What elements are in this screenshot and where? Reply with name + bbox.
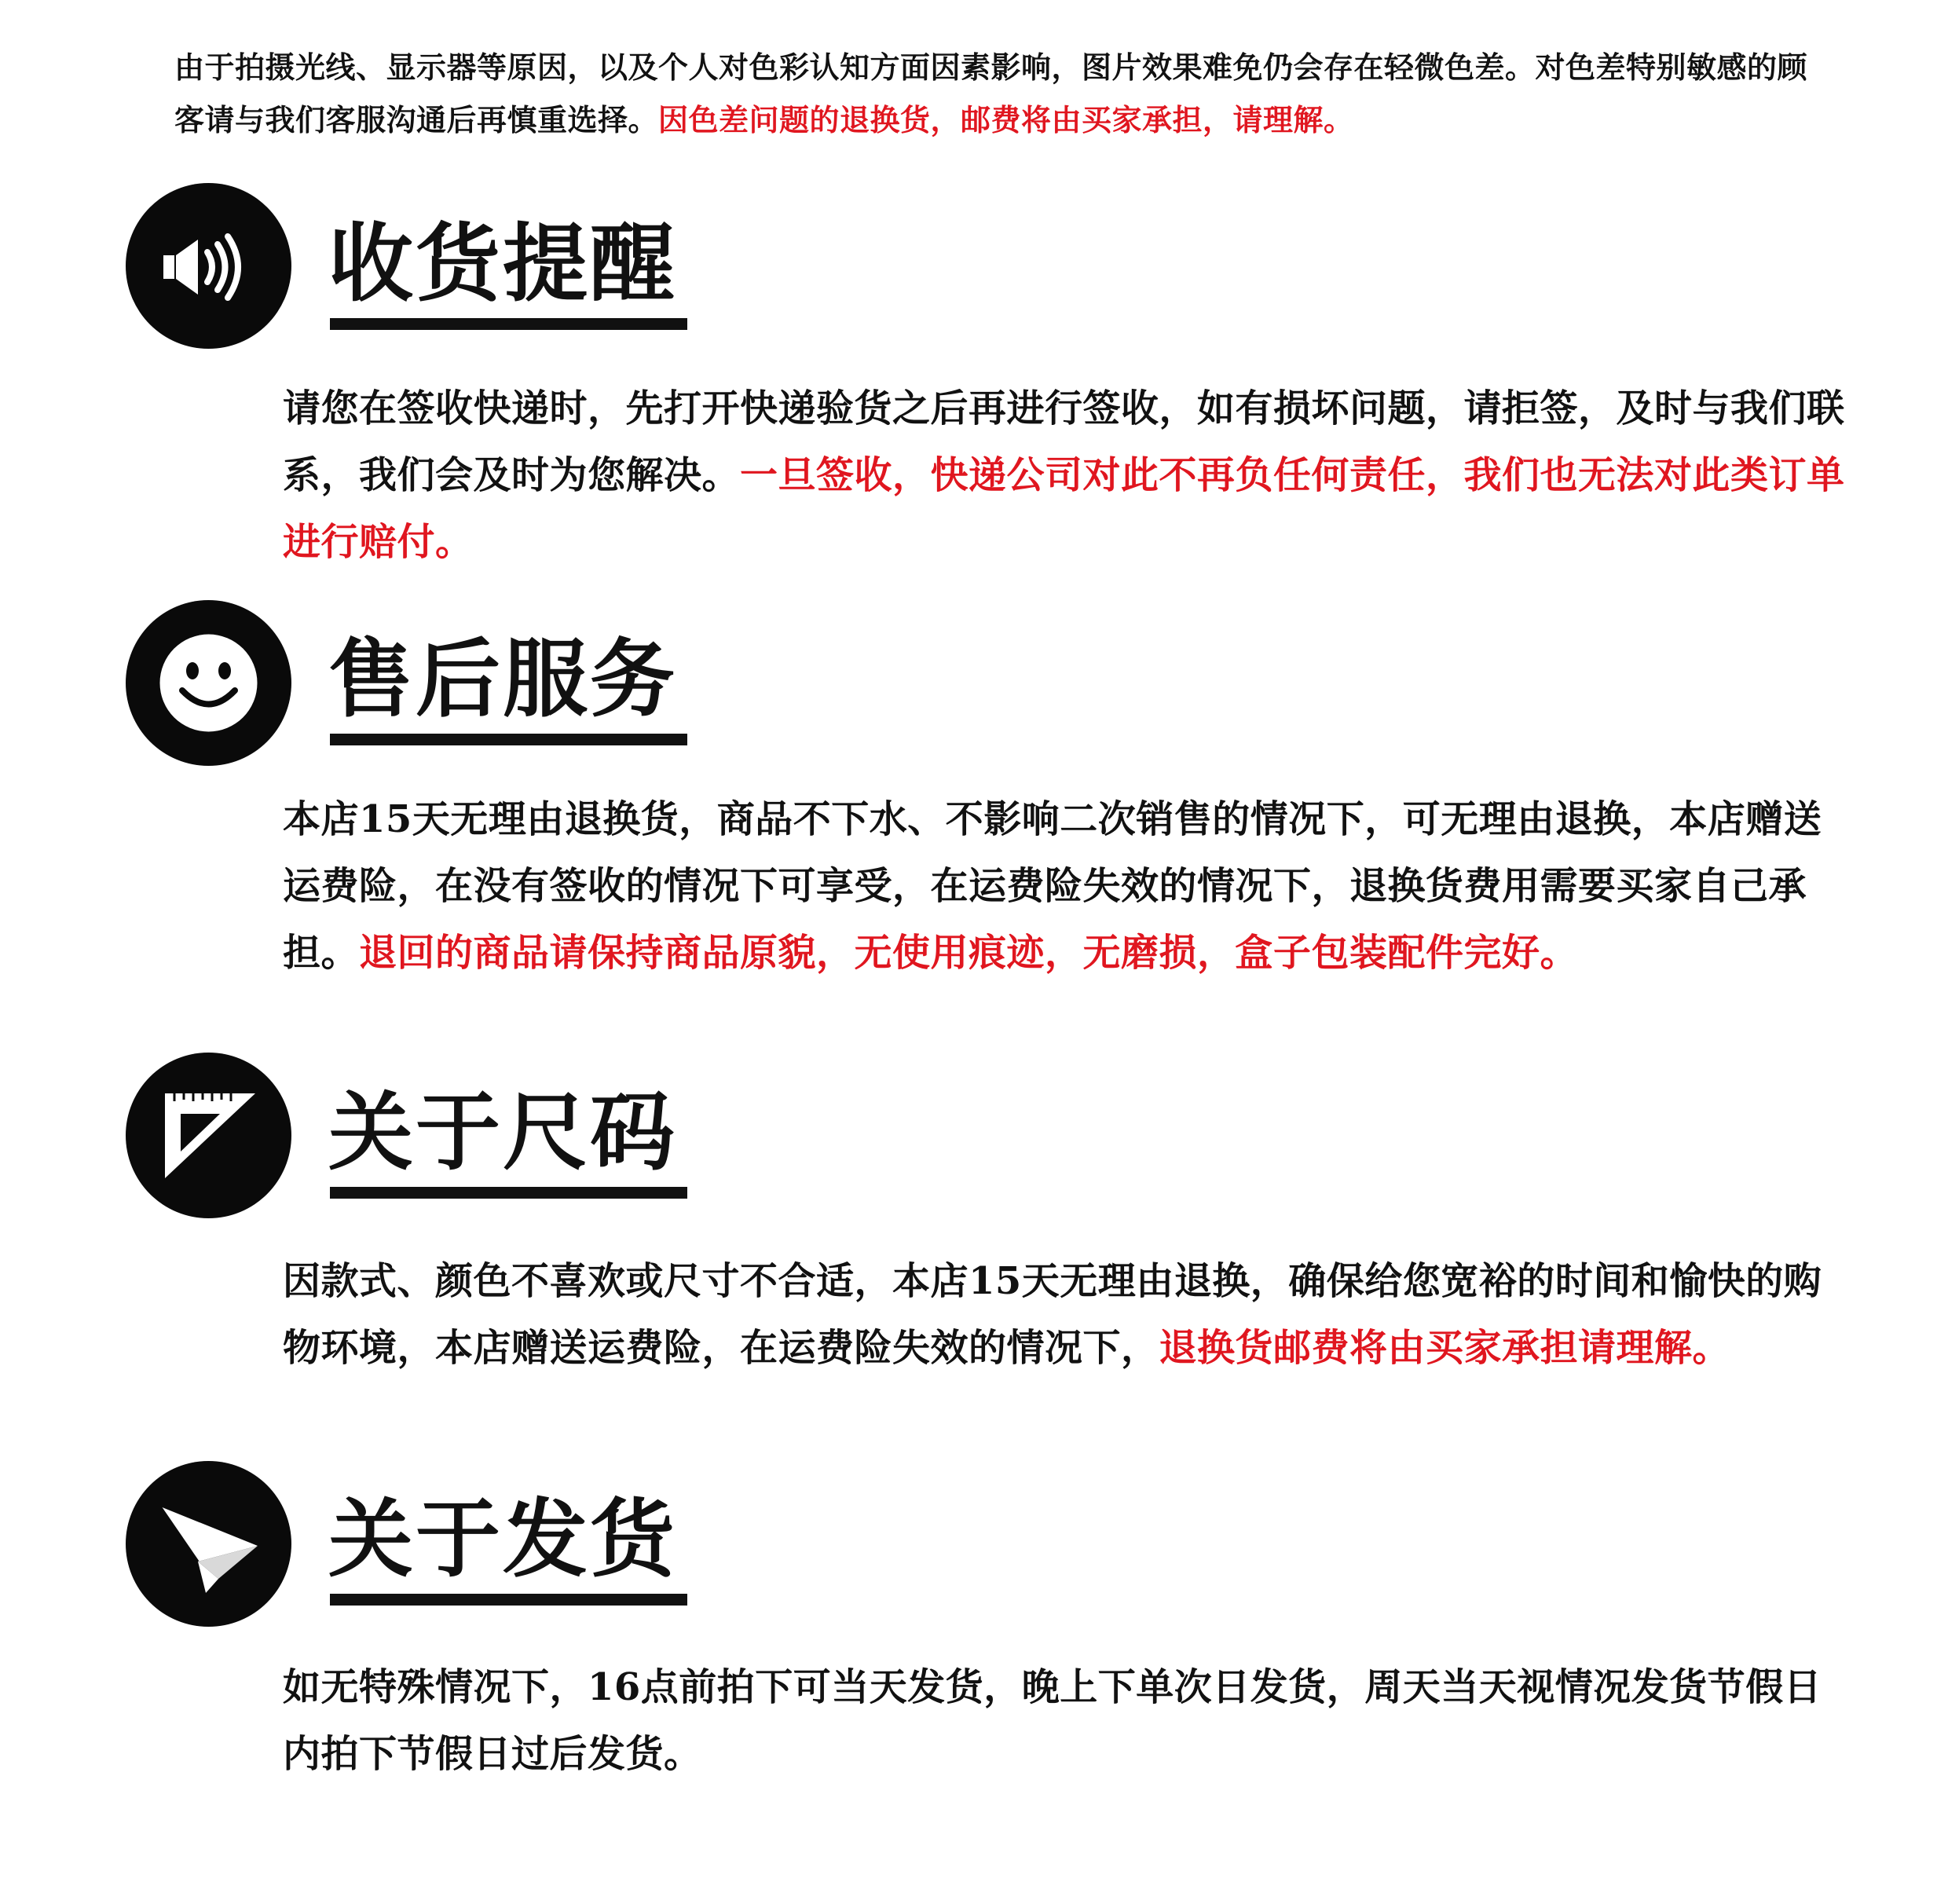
section-title-after-sales: 售后服务 — [328, 630, 678, 729]
body-highlight: 退换货邮费将由买家承担请理解。 — [1159, 1326, 1731, 1370]
section-title-receiving: 收货提醒 — [328, 214, 678, 313]
notice-highlight: 因色差问题的退换货，邮费将由买家承担，请理解。 — [658, 102, 1354, 137]
section-body-size — [283, 1248, 1846, 1382]
title-underline — [330, 1187, 687, 1199]
title-underline — [330, 734, 687, 745]
paper-plane-icon — [126, 1461, 291, 1627]
body-text: 本店15天无理由退换货，商品不下水、不影响二次销售的情况下，可无理由退换，本店赠送运费险，在没有签收的情况下可享受，在运费险失效的情况下，退换货费用需要买家自己承担。 — [283, 797, 1822, 975]
section-body-receiving — [283, 375, 1846, 576]
section-body-shipping — [283, 1654, 1846, 1788]
speaker-icon — [126, 183, 291, 349]
ruler-triangle-icon — [126, 1053, 291, 1218]
body-text: 因款式、颜色不喜欢或尺寸不合适，本店15天无理由退换，确保给您宽裕的时间和愉快的购物环境，本店赠送运费险，在运费险失效的情况下， — [283, 1259, 1822, 1370]
body-highlight: 退回的商品请保持商品原貌，无使用痕迹，无磨损，盒子包装配件完好。 — [359, 931, 1579, 975]
body-highlight: 一旦签收，快递公司对此不再负任何责任，我们也无法对此类订单进行赔付。 — [283, 453, 1845, 564]
title-underline — [330, 1594, 687, 1606]
body-text: 如无特殊情况下，16点前拍下可当天发货，晚上下单次日发货，周天当天视情况发货节假日内拍下节假日过后发货。 — [283, 1665, 1822, 1776]
title-underline — [330, 318, 687, 330]
color-difference-notice — [174, 41, 1816, 146]
section-body-after-sales — [283, 786, 1846, 987]
section-title-shipping: 关于发货 — [328, 1490, 678, 1589]
notice-text: 由于拍摄光线、显示器等原因，以及个人对色彩认知方面因素影响，图片效果难免仍会存在轻微色差。对色差特别敏感的顾客请与我们客服沟通后再慎重选择。 — [174, 49, 1808, 137]
section-title-size: 关于尺码 — [328, 1083, 678, 1182]
smiley-icon — [126, 600, 291, 766]
body-text: 请您在签收快递时，先打开快递验货之后再进行签收，如有损坏问题，请拒签，及时与我们联系，我们会及时为您解决。 — [283, 386, 1845, 497]
